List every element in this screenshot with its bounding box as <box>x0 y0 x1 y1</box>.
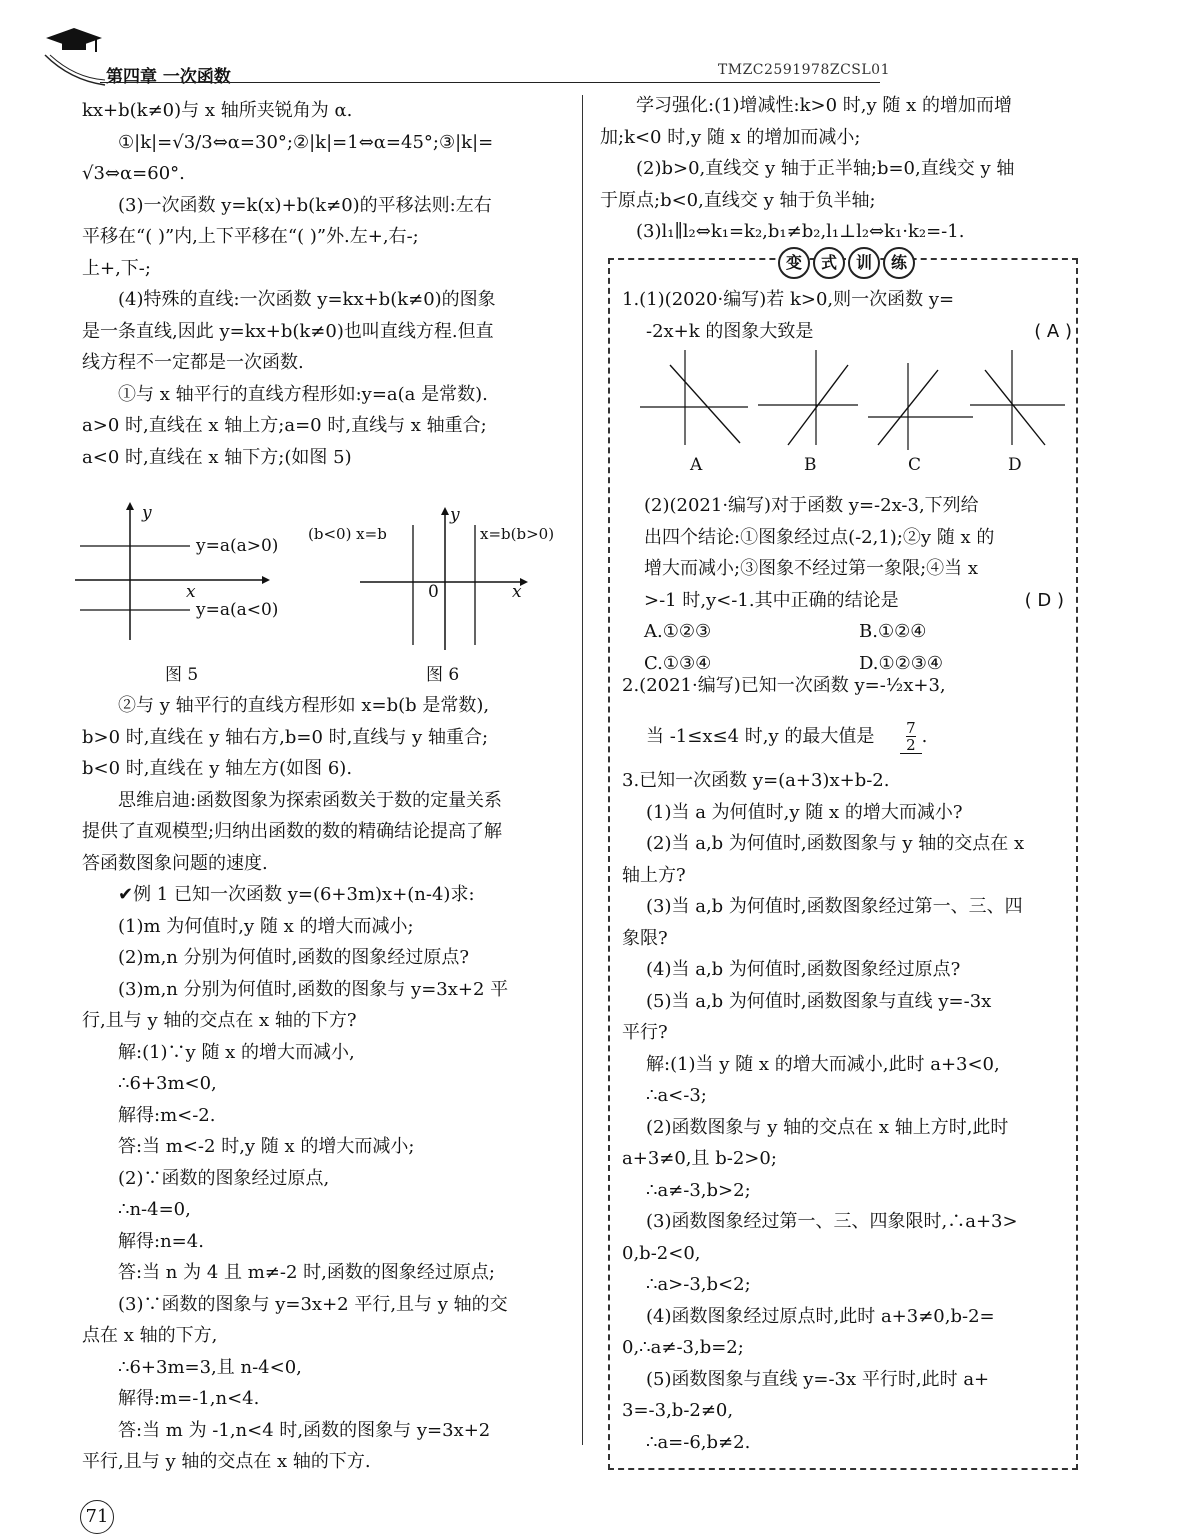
text-line: (1)m 为何值时,y 随 x 的增大而减小; <box>118 915 414 937</box>
fig6-x-label: x <box>512 582 522 602</box>
text-line: 轴上方? <box>622 864 686 886</box>
choice-b: B.①②④ <box>859 621 927 642</box>
text-line: (3)l₁∥l₂⇔k₁=k₂,b₁≠b₂,l₁⊥l₂⇔k₁·k₂=-1. <box>636 221 965 242</box>
text-line: ①|k|=√3/3⇔α=30°;②|k|=1⇔α=45°;③|k|= <box>118 131 494 153</box>
choice-d: D.①②③④ <box>859 652 944 674</box>
text-line: 答:当 m 为 -1,n<4 时,函数的图象与 y=3x+2 <box>118 1419 491 1441</box>
text-line: 线方程不一定都是一次函数. <box>82 352 304 373</box>
q2-line: 2.(2021·编写)已知一次函数 y=-½x+3, <box>622 675 946 696</box>
text-line: 解得:m<-2. <box>118 1104 216 1126</box>
text-line: 答:当 n 为 4 且 m≠-2 时,函数的图象经过原点; <box>118 1262 495 1283</box>
q1-line: 1.(1)(2020·编写)若 k>0,则一次函数 y= <box>622 289 955 310</box>
q1b-line: (2)(2021·编写)对于函数 y=-2x-3,下列给 <box>644 495 979 516</box>
q1-line: -2x+k 的图象大致是 <box>646 320 814 342</box>
q1-graphs <box>640 345 1070 455</box>
q2-answer-den: 2 <box>906 735 916 754</box>
question-3 <box>622 765 1072 1458</box>
text-line: 3.已知一次函数 y=(a+3)x+b-2. <box>622 770 890 791</box>
text-line: 行,且与 y 轴的交点在 x 轴的下方? <box>82 1010 357 1031</box>
left-column-intro <box>82 95 562 473</box>
text-line: 0,b-2<0, <box>622 1242 701 1264</box>
text-line: (3)函数图象经过第一、三、四象限时,∴a+3> <box>646 1211 1018 1232</box>
text-line: 加;k<0 时,y 随 x 的增加而减小; <box>600 126 861 148</box>
fig6-left-label: (b<0) x=b <box>308 525 387 543</box>
text-line: a<0 时,直线在 x 轴下方;(如图 5) <box>82 446 352 468</box>
choice-a: A.①②③ <box>644 621 712 642</box>
q1-option-b: B <box>804 455 817 475</box>
text-line: 于原点;b<0,直线交 y 轴于负半轴; <box>600 189 876 211</box>
learning-summary <box>600 90 1080 248</box>
text-line: 3=-3,b-2≠0, <box>622 1400 734 1421</box>
text-line: ∴a=-6,b≠2. <box>646 1431 751 1453</box>
question-2: 2.(2021·编写)已知一次函数 y=-½x+3, 当 -1≤x≤4 时,y 的最大值是 $\frac{7}{2}$ . <box>622 670 1072 754</box>
text-line: 解:(1)∵y 随 x 的增大而减小, <box>118 1041 355 1063</box>
choice-c: C.①③④ <box>644 652 712 674</box>
text-line: (4)当 a,b 为何值时,函数图象经过原点? <box>646 959 961 980</box>
chapter-title: 第四章 一次函数 <box>106 67 231 87</box>
header-rule <box>100 82 880 83</box>
fig5-y-label: y <box>142 503 152 523</box>
text-line: (3)m,n 分别为何值时,函数的图象与 y=3x+2 平 <box>118 978 509 1000</box>
badge-char: 练 <box>883 247 915 279</box>
text-line: (3)当 a,b 为何值时,函数图象经过第一、三、四 <box>646 896 1023 917</box>
text-line: ②与 y 轴平行的直线方程形如 x=b(b 是常数), <box>118 695 490 716</box>
q2-answer-num: 7 <box>906 718 916 737</box>
page-number: 71 <box>80 1500 114 1534</box>
text-line: 解得:m=-1,n<4. <box>118 1388 260 1409</box>
fig6-origin: 0 <box>428 582 439 602</box>
q1b-line: 出四个结论:①图象经过点(-2,1);②y 随 x 的 <box>644 526 995 548</box>
text-line: a+3≠0,且 b-2>0; <box>622 1148 777 1169</box>
text-line: (3)一次函数 y=k(x)+b(k≠0)的平移法则:左右 <box>118 194 492 216</box>
left-column-example <box>82 690 562 1478</box>
text-line: (5)函数图象与直线 y=-3x 平行时,此时 a+ <box>646 1368 990 1390</box>
question-1 <box>622 284 1072 347</box>
fig6-right-label: x=b(b>0) <box>480 525 555 543</box>
text-line: 解得:n=4. <box>118 1230 204 1252</box>
text-line: (2)m,n 分别为何值时,函数的图象经过原点? <box>118 947 469 968</box>
text-line: 是一条直线,因此 y=kx+b(k≠0)也叫直线方程.但直 <box>82 320 494 342</box>
text-line: 点在 x 轴的下方, <box>82 1325 218 1346</box>
pen-stroke-icon <box>40 50 110 90</box>
fig5-label-bottom: y=a(a<0) <box>196 600 279 620</box>
text-line: 答函数图象问题的速度. <box>82 852 268 874</box>
text-line: (3)∵函数的图象与 y=3x+2 平行,且与 y 轴的交 <box>118 1293 508 1315</box>
q2-line: 当 -1≤x≤4 时,y 的最大值是 <box>646 725 875 747</box>
text-line: 思维启迪:函数图象为探索函数关于数的定量关系 <box>118 789 503 811</box>
text-line: 平行? <box>622 1022 668 1043</box>
text-line: a>0 时,直线在 x 轴上方;a=0 时,直线与 x 轴重合; <box>82 415 487 436</box>
q1b-line: >-1 时,y<-1.其中正确的结论是 <box>644 589 899 611</box>
q1b-answer: ( D ) <box>1024 589 1064 611</box>
text-line: (2)∵函数的图象经过原点, <box>118 1167 330 1189</box>
text-line: 平行,且与 y 轴的交点在 x 轴的下方. <box>82 1451 371 1472</box>
text-line: 上+,下-; <box>82 257 151 279</box>
text-line: b>0 时,直线在 y 轴右方,b=0 时,直线与 y 轴重合; <box>82 726 489 748</box>
book-code: TMZC2591978ZCSL01 <box>717 62 890 78</box>
figure-5 <box>70 500 300 650</box>
text-line: ✔例 1 已知一次函数 y=(6+3m)x+(n-4)求: <box>118 884 475 905</box>
q1-option-d: D <box>1008 455 1022 475</box>
graph-d <box>970 350 1065 445</box>
fig6-y-label: y <box>450 505 460 525</box>
text-line: b<0 时,直线在 y 轴左方(如图 6). <box>82 758 353 779</box>
text-line: 平移在“( )”内,上下平移在“( )”外.左+,右-; <box>82 226 419 247</box>
q1b-line: 增大而减小;③图象不经过第一象限;④当 x <box>644 558 979 579</box>
text-line: (2)函数图象与 y 轴的交点在 x 轴上方时,此时 <box>646 1116 1009 1138</box>
fig5-label-top: y=a(a>0) <box>196 536 279 556</box>
text-line: 象限? <box>622 927 668 949</box>
text-line: (2)b>0,直线交 y 轴于正半轴;b=0,直线交 y 轴 <box>636 158 1015 179</box>
fig5-caption: 图 5 <box>165 665 199 685</box>
graph-a <box>640 350 748 445</box>
q1-option-c: C <box>908 455 922 475</box>
badge-char: 训 <box>848 247 880 279</box>
text-line: √3⇔α=60°. <box>82 163 185 184</box>
text-line: (4)函数图象经过原点时,此时 a+3≠0,b-2= <box>646 1305 995 1327</box>
practice-badge <box>778 247 918 279</box>
fig6-caption: 图 6 <box>426 665 460 685</box>
q1-option-a: A <box>690 455 703 475</box>
text-line: 学习强化:(1)增减性:k>0 时,y 随 x 的增加而增 <box>636 95 1012 116</box>
q1-answer: ( A ) <box>1034 320 1072 342</box>
text-line: 解:(1)当 y 随 x 的增大而减小,此时 a+3<0, <box>646 1053 1000 1075</box>
badge-char: 式 <box>813 247 845 279</box>
text-line: 答:当 m<-2 时,y 随 x 的增大而减小; <box>118 1136 415 1157</box>
text-line: ∴6+3m<0, <box>118 1073 217 1094</box>
graph-c <box>868 363 973 450</box>
fig5-x-label: x <box>186 582 196 602</box>
question-1b <box>644 490 1074 679</box>
text-line: (5)当 a,b 为何值时,函数图象与直线 y=-3x <box>646 990 992 1012</box>
text-line: ∴a<-3; <box>646 1085 707 1106</box>
text-line: kx+b(k≠0)与 x 轴所夹锐角为 α. <box>82 100 353 121</box>
graph-b <box>758 350 858 445</box>
text-line: ∴6+3m=3,且 n-4<0, <box>118 1356 302 1378</box>
text-line: ∴a>-3,b<2; <box>646 1274 751 1295</box>
text-line: 0,∴a≠-3,b=2; <box>622 1337 744 1358</box>
badge-char: 变 <box>778 247 810 279</box>
column-divider <box>582 95 583 1445</box>
text-line: ①与 x 轴平行的直线方程形如:y=a(a 是常数). <box>118 383 488 405</box>
text-line: ∴a≠-3,b>2; <box>646 1179 751 1201</box>
text-line: 提供了直观模型;归纳出函数的数的精确结论提高了解 <box>82 821 503 842</box>
text-line: (1)当 a 为何值时,y 随 x 的增大而减小? <box>646 801 963 823</box>
text-line: (4)特殊的直线:一次函数 y=kx+b(k≠0)的图象 <box>118 289 496 310</box>
text-line: ∴n-4=0, <box>118 1199 191 1220</box>
text-line: (2)当 a,b 为何值时,函数图象与 y 轴的交点在 x <box>646 833 1025 854</box>
q2-answer <box>900 720 922 754</box>
